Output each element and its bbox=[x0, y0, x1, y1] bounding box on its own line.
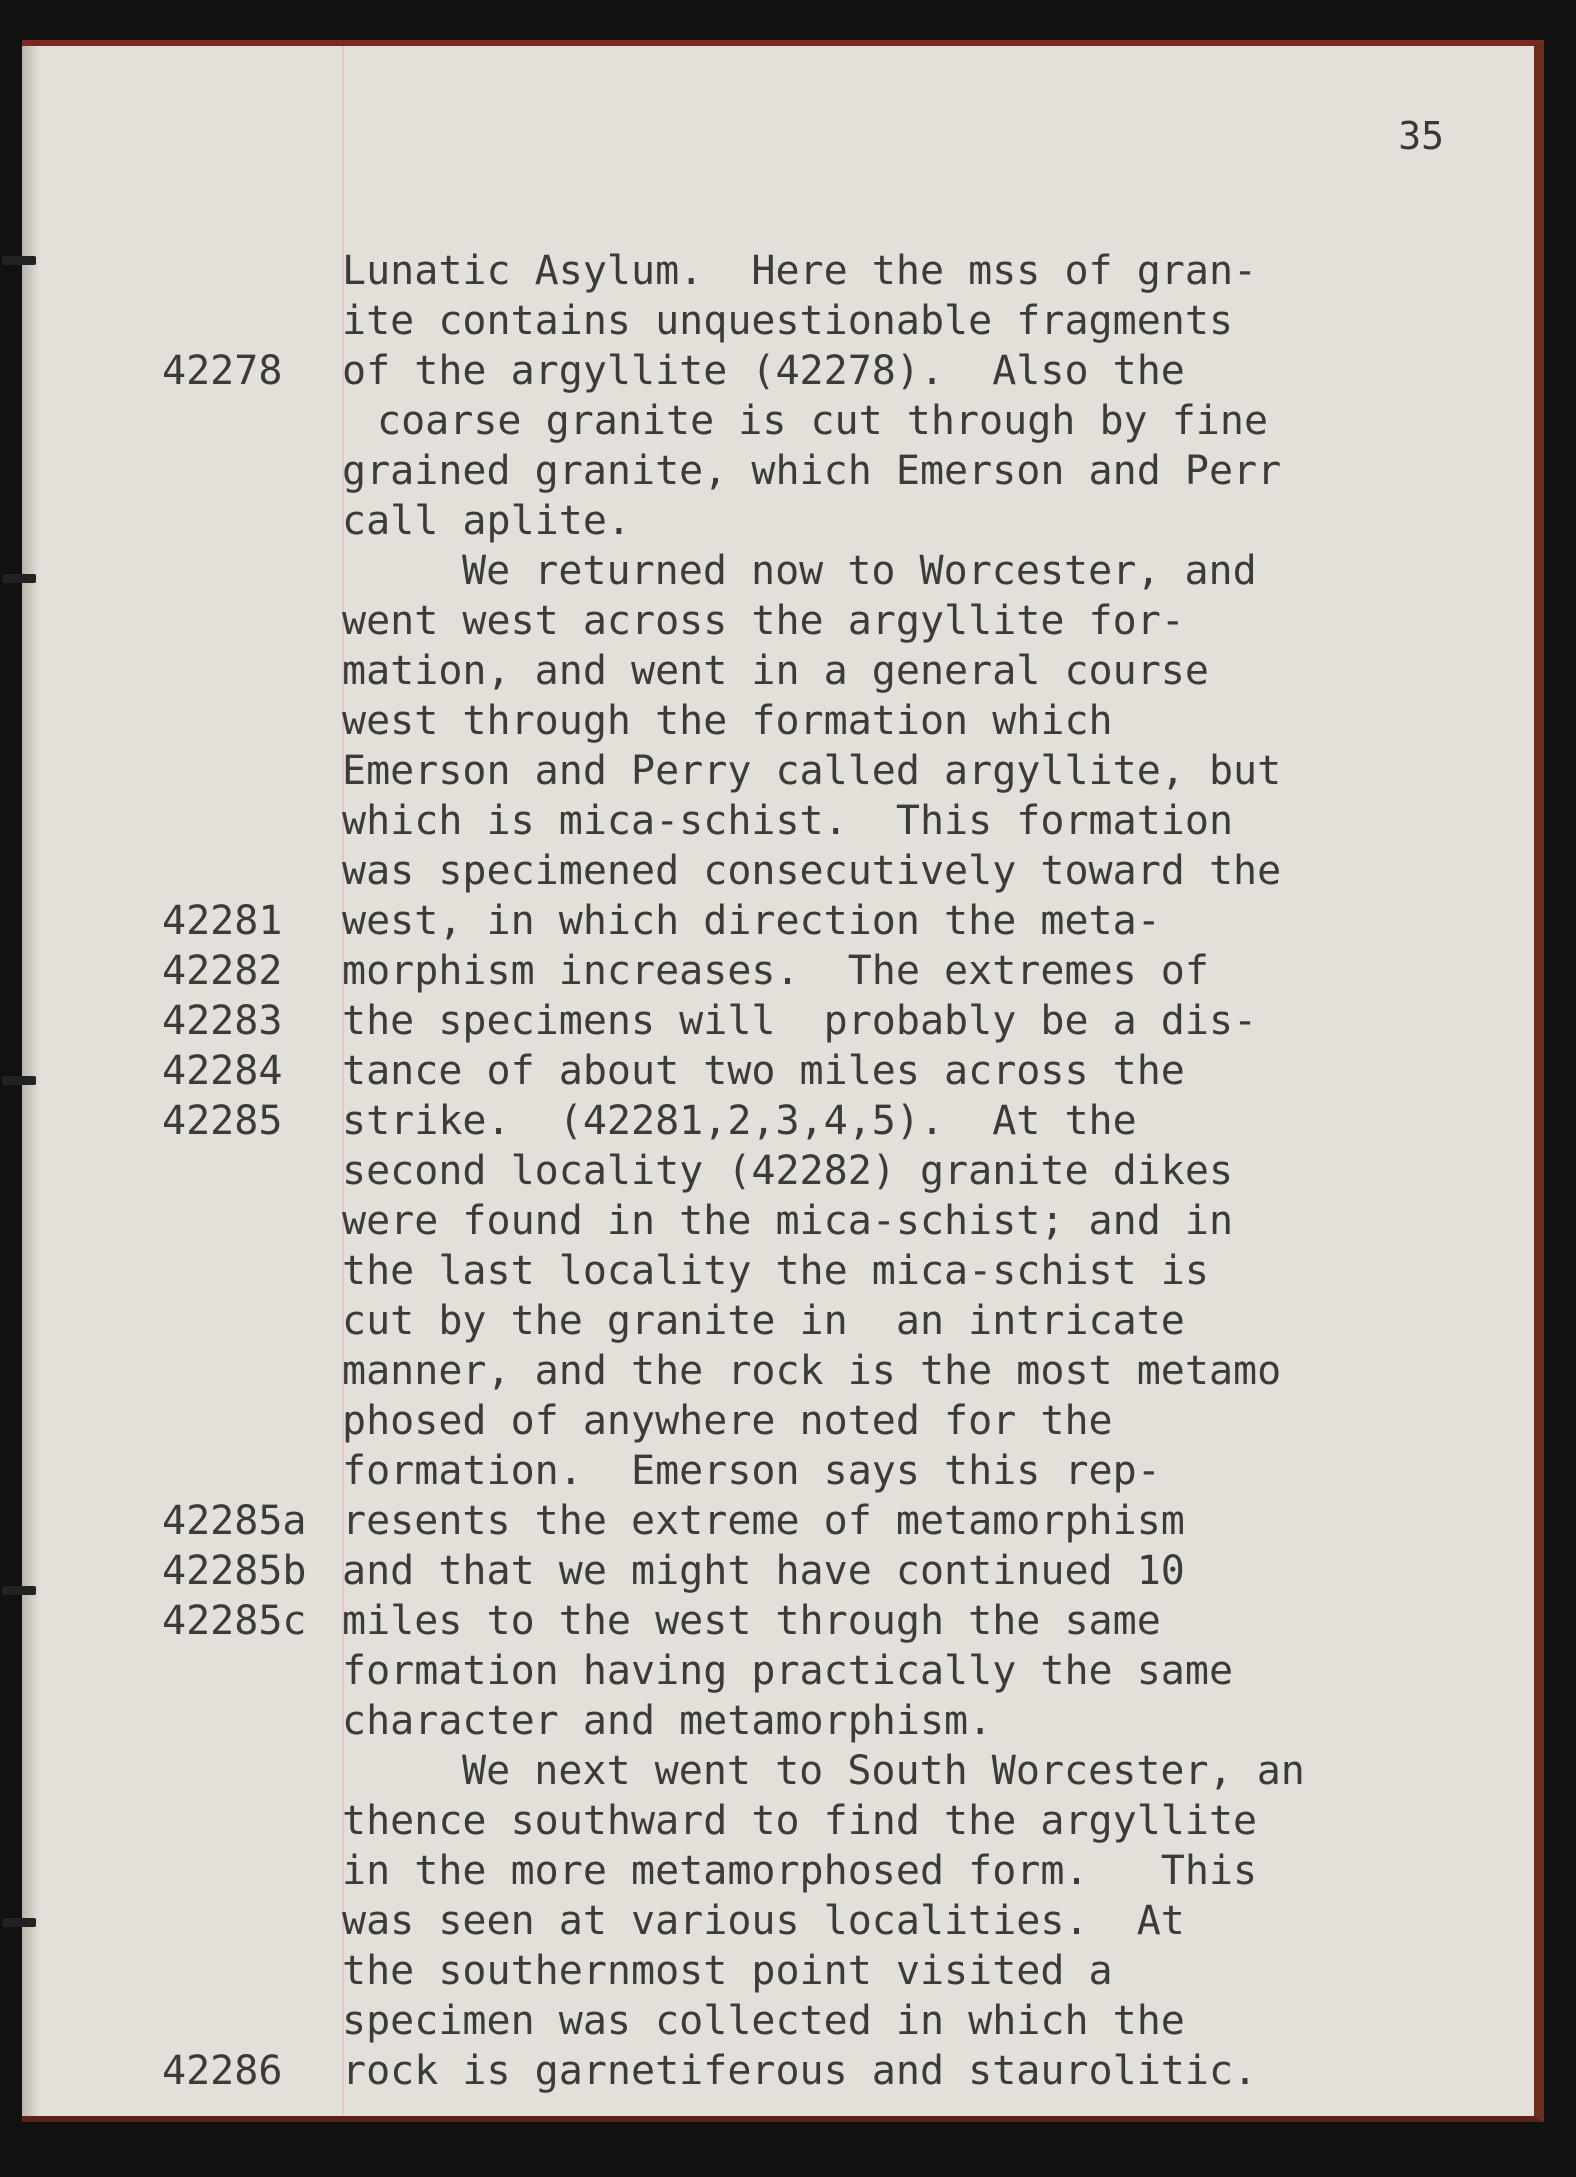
text-line bbox=[22, 1246, 1534, 1296]
notebook-page bbox=[22, 40, 1544, 2122]
text-line bbox=[22, 446, 1534, 496]
line-text: which is mica-schist. This formation bbox=[342, 798, 1234, 844]
text-line bbox=[22, 546, 1534, 596]
line-text: the specimens will probably be a dis- bbox=[342, 998, 1258, 1044]
specimen-number: 42286 bbox=[162, 2048, 283, 2094]
line-text: west through the formation which bbox=[342, 698, 1113, 744]
text-line bbox=[22, 696, 1534, 746]
line-text: call aplite. bbox=[342, 498, 631, 544]
specimen-number: 42285b bbox=[162, 1548, 307, 1594]
line-text: manner, and the rock is the most metamo bbox=[342, 1348, 1282, 1394]
line-text: miles to the west through the same bbox=[342, 1598, 1161, 1644]
text-line bbox=[22, 1596, 1534, 1646]
line-text: We returned now to Worcester, and bbox=[462, 548, 1257, 594]
line-text: tance of about two miles across the bbox=[342, 1048, 1185, 1094]
line-text: went west across the argyllite for- bbox=[342, 598, 1185, 644]
text-line bbox=[22, 1996, 1534, 2046]
text-line bbox=[22, 1146, 1534, 1196]
text-line bbox=[22, 1346, 1534, 1396]
text-line bbox=[22, 1946, 1534, 1996]
line-text: We next went to South Worcester, an bbox=[462, 1748, 1305, 1794]
text-line bbox=[22, 1846, 1534, 1896]
specimen-number: 42281 bbox=[162, 898, 283, 944]
line-text: was specimened consecutively toward the bbox=[342, 848, 1282, 894]
line-text: Emerson and Perry called argyllite, but bbox=[342, 748, 1282, 794]
line-text: ite contains unquestionable fragments bbox=[342, 298, 1234, 344]
line-text: were found in the mica-schist; and in bbox=[342, 1198, 1234, 1244]
text-line bbox=[22, 1746, 1534, 1796]
line-text: of the argyllite (42278). Also the bbox=[342, 348, 1185, 394]
text-line bbox=[22, 1046, 1534, 1096]
line-text: phosed of anywhere noted for the bbox=[342, 1398, 1113, 1444]
text-line bbox=[22, 1796, 1534, 1846]
text-line bbox=[22, 246, 1534, 296]
text-line bbox=[22, 746, 1534, 796]
line-text: coarse granite is cut through by fine bbox=[377, 398, 1269, 444]
specimen-number: 42285 bbox=[162, 1098, 283, 1144]
line-text: formation having practically the same bbox=[342, 1648, 1234, 1694]
text-line bbox=[22, 1696, 1534, 1746]
line-text: mation, and went in a general course bbox=[342, 648, 1209, 694]
line-text: rock is garnetiferous and staurolitic. bbox=[342, 2048, 1258, 2094]
specimen-number: 42278 bbox=[162, 348, 283, 394]
text-line bbox=[22, 496, 1534, 546]
text-line bbox=[22, 846, 1534, 896]
specimen-number: 42285a bbox=[162, 1498, 307, 1544]
text-line bbox=[22, 2046, 1534, 2096]
line-text: second locality (42282) granite dikes bbox=[342, 1148, 1234, 1194]
text-line bbox=[22, 946, 1534, 996]
text-line bbox=[22, 1546, 1534, 1596]
line-text: west, in which direction the meta- bbox=[342, 898, 1161, 944]
text-line bbox=[22, 646, 1534, 696]
line-text: morphism increases. The extremes of bbox=[342, 948, 1209, 994]
text-line bbox=[22, 1296, 1534, 1346]
line-text: Lunatic Asylum. Here the mss of gran- bbox=[342, 248, 1258, 294]
line-text: and that we might have continued 10 bbox=[342, 1548, 1185, 1594]
line-text: the last locality the mica-schist is bbox=[342, 1248, 1209, 1294]
line-text: formation. Emerson says this rep- bbox=[342, 1448, 1161, 1494]
text-line bbox=[22, 1896, 1534, 1946]
text-line bbox=[22, 1646, 1534, 1696]
specimen-number: 42283 bbox=[162, 998, 283, 1044]
line-text: strike. (42281,2,3,4,5). At the bbox=[342, 1098, 1137, 1144]
text-line bbox=[22, 1396, 1534, 1446]
specimen-number: 42282 bbox=[162, 948, 283, 994]
text-line bbox=[22, 796, 1534, 846]
line-text: specimen was collected in which the bbox=[342, 1998, 1185, 2044]
line-text: was seen at various localities. At bbox=[342, 1898, 1185, 1944]
text-line bbox=[22, 896, 1534, 946]
text-line bbox=[22, 1446, 1534, 1496]
typed-text-body bbox=[22, 246, 1534, 2096]
text-line bbox=[22, 1496, 1534, 1546]
text-line bbox=[22, 1096, 1534, 1146]
line-text: grained granite, which Emerson and Perr bbox=[342, 448, 1282, 494]
text-line bbox=[22, 396, 1534, 446]
line-text: in the more metamorphosed form. This bbox=[342, 1848, 1258, 1894]
text-line bbox=[22, 996, 1534, 1046]
line-text: resents the extreme of metamorphism bbox=[342, 1498, 1185, 1544]
line-text: cut by the granite in an intricate bbox=[342, 1298, 1185, 1344]
page-number: 35 bbox=[1398, 114, 1444, 158]
specimen-number: 42284 bbox=[162, 1048, 283, 1094]
text-line bbox=[22, 596, 1534, 646]
line-text: character and metamorphism. bbox=[342, 1698, 993, 1744]
text-line bbox=[22, 1196, 1534, 1246]
text-line bbox=[22, 296, 1534, 346]
specimen-number: 42285c bbox=[162, 1598, 307, 1644]
text-line bbox=[22, 346, 1534, 396]
line-text: thence southward to find the argyllite bbox=[342, 1798, 1258, 1844]
line-text: the southernmost point visited a bbox=[342, 1948, 1113, 1994]
